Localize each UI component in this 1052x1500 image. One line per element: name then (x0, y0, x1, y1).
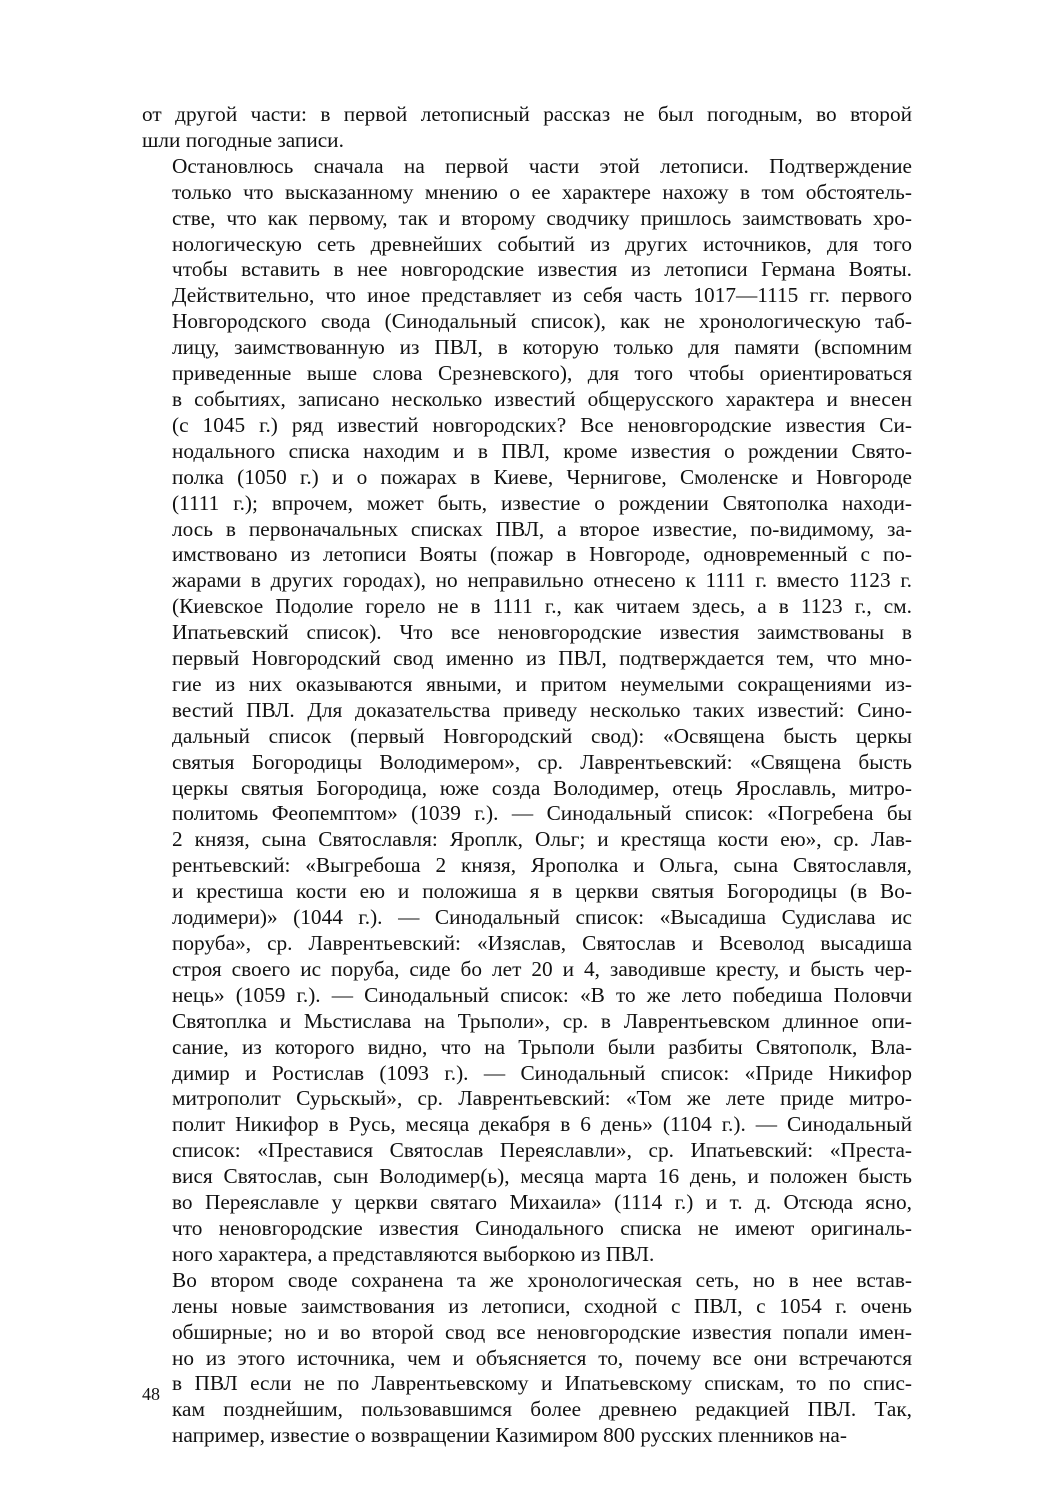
text-line: шли погодные записи. (142, 127, 344, 152)
text-line: приведенные выше слова Срезневского), для того чтобы ориентироваться (172, 361, 912, 386)
text-line: и крестиша кости ею и положиша я в церкви святыя Богородицы (в Во- (172, 879, 912, 904)
text-line: гие из них оказываются явными, и притом неумелыми сокращениями из- (172, 671, 912, 696)
text-line: святыя Богородицы Володимером», ср. Лаврентьевский: «Священа бысть (172, 749, 912, 774)
text-line: ного характера, а представляются выборкою из ПВЛ. (172, 1241, 655, 1266)
text-line: в событиях, записано несколько известий общерусского характера и внесен (172, 386, 912, 411)
text-line: Новгородского свода (Синодальный список), как не хронологическую таб- (172, 309, 912, 334)
text-line: митрополит Сурьскый», ср. Лаврентьевский: «Том же лете приде митро- (172, 1086, 912, 1111)
text-line: Действительно, что иное представляет из себя часть 1017—1115 гг. первого (172, 283, 912, 308)
text-line: 2 князя, сына Святославля: Яроплк, Ольг; и крестяща кости ею», ср. Лав- (172, 827, 912, 852)
text-line: поруба», ср. Лаврентьевский: «Изяслав, Святослав и Всеволод высадиша (172, 931, 912, 955)
text-line: во Переяславле у церкви святаго Михаила» (1114 г.) и т. д. Отсюда ясно, (172, 1190, 912, 1215)
text-line: обширные; но и во второй свод все неновгородские известия попали имен- (172, 1319, 912, 1344)
page-number: 48 (142, 1384, 160, 1404)
text-line: полит Никифор в Русь, месяца декабря в 6 день» (1104 г.). — Синодальный (172, 1112, 912, 1137)
text-line: строя своего ис поруба, сиде бо лет 20 и 4, заводивше кресту, и бысть чер- (172, 956, 912, 981)
text-line: стве, что как первому, так и второму сводчику пришлось заимствовать хро- (172, 205, 912, 230)
text-line: политомь Феопемптом» (1039 г.). — Синодальный список: «Погребена бы (172, 801, 912, 826)
text-line: нодального списка находим и в ПВЛ, кроме известия о рождении Свято- (172, 438, 912, 463)
text-line: (1111 г.); впрочем, может быть, известие о рождении Святополка находи- (172, 490, 912, 515)
text-line: Во втором своде сохранена та же хронологическая сеть, но в нее встав- (172, 1267, 912, 1292)
text-line: Ипатьевский список). Что все неновгородские известия заимствованы в (172, 620, 912, 645)
text-line: чтобы вставить в нее новгородские известия из летописи Германа Вояты. (172, 257, 912, 282)
text-line: лось в первоначальных списках ПВЛ, а второе известие, по-видимому, за- (172, 516, 912, 541)
text-line: первый Новгородский свод именно из ПВЛ, подтверждается тем, что мно- (172, 646, 912, 671)
text-line: лодимери)» (1044 г.). — Синодальный список: «Высадиша Судислава ис (172, 905, 912, 930)
text-line: что неновгородские известия Синодального списка не имеют оригиналь- (172, 1215, 912, 1240)
text-line: но из этого источника, чем и объясняется то, почему все они встречаются (172, 1345, 912, 1370)
text-line: вестий ПВЛ. Для доказательства приведу несколько таких известий: Сино- (172, 697, 912, 722)
page-body (142, 102, 912, 1449)
text-line: лицу, заимствованную из ПВЛ, в которую только для памяти (вспомним (172, 335, 912, 360)
text-line: дальный список (первый Новгородский свод): «Освящена бысть церкы (172, 723, 912, 748)
text-line: лены новые заимствования из летописи, сходной с ПВЛ, с 1054 г. очень (172, 1293, 912, 1318)
text-line: сание, из которого видно, что на Трьполи были разбиты Святополк, Вла- (172, 1034, 912, 1059)
text-line: только что высказанному мнению о ее характере нахожу в том обстоятель- (172, 179, 912, 204)
paragraph (142, 102, 912, 154)
paragraph (142, 1268, 912, 1449)
paragraph (142, 154, 912, 1268)
text-line: жарами в других городах), но неправильно отнесено к 1111 г. вместо 1123 г. (172, 568, 912, 593)
text-line: полка (1050 г.) и о пожарах в Киеве, Чернигове, Смоленске и Новгороде (172, 464, 912, 489)
text-line: например, известие о возвращении Казимиром 800 русских пленников на- (172, 1423, 847, 1448)
text-line: (с 1045 г.) ряд известий новгородских? Все неновгородские известия Си- (172, 412, 912, 437)
text-line: в ПВЛ если не по Лаврентьевскому и Ипатьевскому спискам, то по спис- (172, 1371, 912, 1396)
text-line: нець» (1059 г.). — Синодальный список: «В то же лето победиша Половчи (172, 982, 912, 1007)
text-line: димир и Ростислав (1093 г.). — Синодальный список: «Приде Никифор (172, 1060, 912, 1085)
text-line: кам позднейшим, пользовавшимся более древнею редакцией ПВЛ. Так, (172, 1397, 912, 1422)
text-line: Святоплка и Мьстислава на Трьполи», ср. в Лаврентьевском длинное опи- (172, 1008, 912, 1033)
text-line: вися Святослав, сын Володимер(ь), месяца марта 16 день, и положен бысть (172, 1164, 912, 1189)
text-line: список: «Преставися Святослав Переяславли», ср. Ипатьевский: «Преста- (172, 1138, 912, 1163)
text-line: от другой части: в первой летописный рассказ не был погодным, во второй (142, 102, 912, 126)
text-line: рентьевский: «Выгребоша 2 князя, Ярополка и Ольга, сына Святославля, (172, 853, 912, 878)
text-line: Остановлюсь сначала на первой части этой летописи. Подтверждение (172, 153, 912, 178)
text-line: нологическую сеть древнейших событий из других источников, для того (172, 231, 912, 256)
text-line: (Киевское Подолие горело не в 1111 г., как читаем здесь, а в 1123 г., см. (172, 594, 912, 619)
text-line: имствовано из летописи Вояты (пожар в Новгороде, одновременный с по- (172, 542, 912, 567)
text-line: церкы святыя Богородица, юже созда Володимер, отець Ярославль, митро- (172, 775, 912, 800)
